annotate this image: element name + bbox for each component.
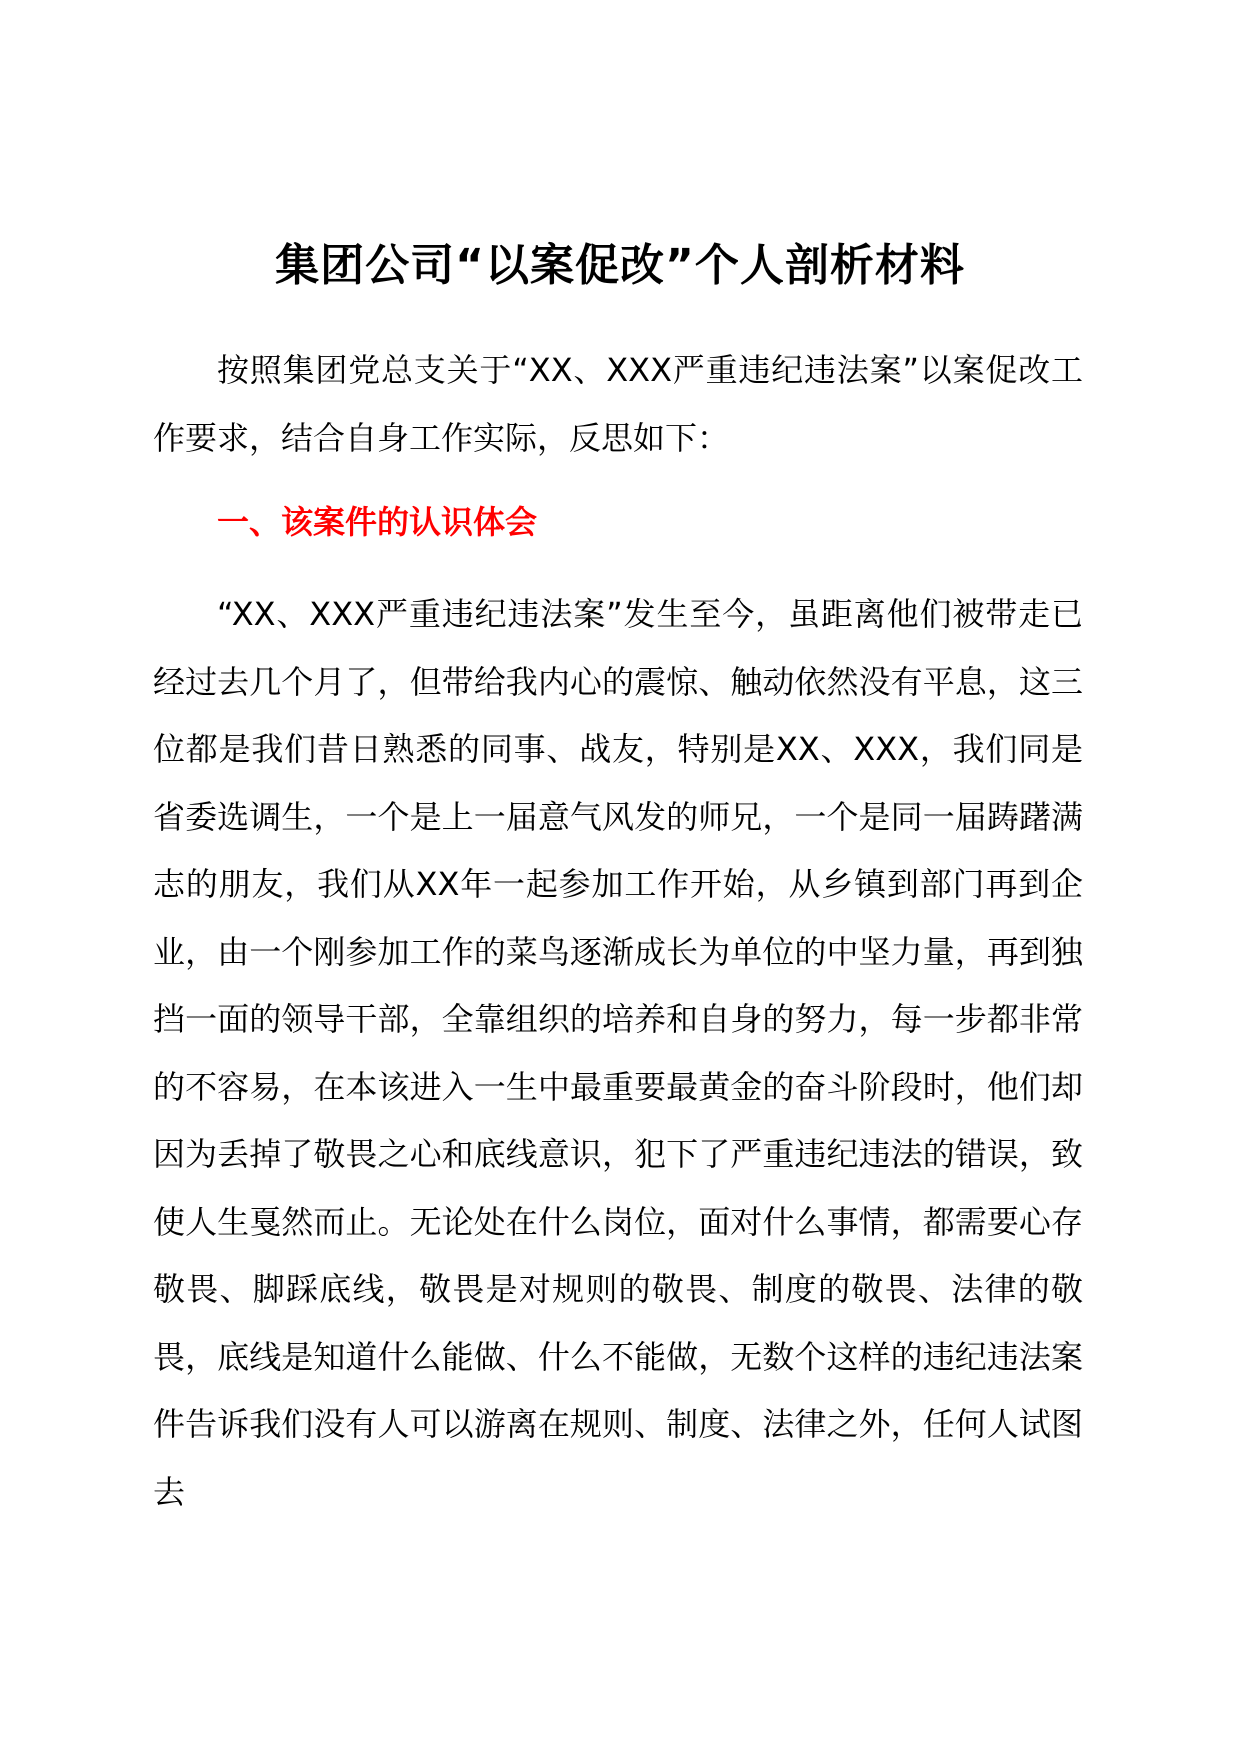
document-title: 集团公司“以案促改”个人剖析材料	[275, 240, 965, 291]
section-heading-1: 一、该案件的认识体会	[217, 503, 538, 541]
section-1-paragraph: “XX、XXX严重违纪违法案”发生至今，虽距离他们被带走已经过去几个月了，但带给我内心的震惊、触动依然没有平息，这三位都是我们昔日熟悉的同事、战友，特别是XX、XXX，我们同是省委选调生，一个是上一届意气风发的师兄，一个是同一届踌躇满志的朋友，我们从XX年一起参加工作开始，从乡镇到部门再到企业，由一个刚参加工作的菜鸟逐渐成长为单位的中坚力量，再到独挡一面的领导干部，全靠组织的培养和自身的努力，每一步都非常的不容易，在本该进入一生中最重要最黄金的奋斗阶段时，他们却因为丢掉了敬畏之心和底线意识，犯下了严重违纪违法的错误，致使人生戛然而止。无论处在什么岗位，面对什么事情，都需要心存敬畏、脚踩底线，敬畏是对规则的敬畏、制度的敬畏、法律的敬畏，底线是知道什么能做、什么不能做，无数个这样的违纪违法案件告诉我们没有人可以游离在规则、制度、法律之外，任何人试图去	[153, 595, 1083, 1511]
intro-paragraph: 按照集团党总支关于“XX、XXX严重违纪违法案”以案促改工作要求，结合自身工作实际，反思如下：	[153, 351, 1083, 457]
